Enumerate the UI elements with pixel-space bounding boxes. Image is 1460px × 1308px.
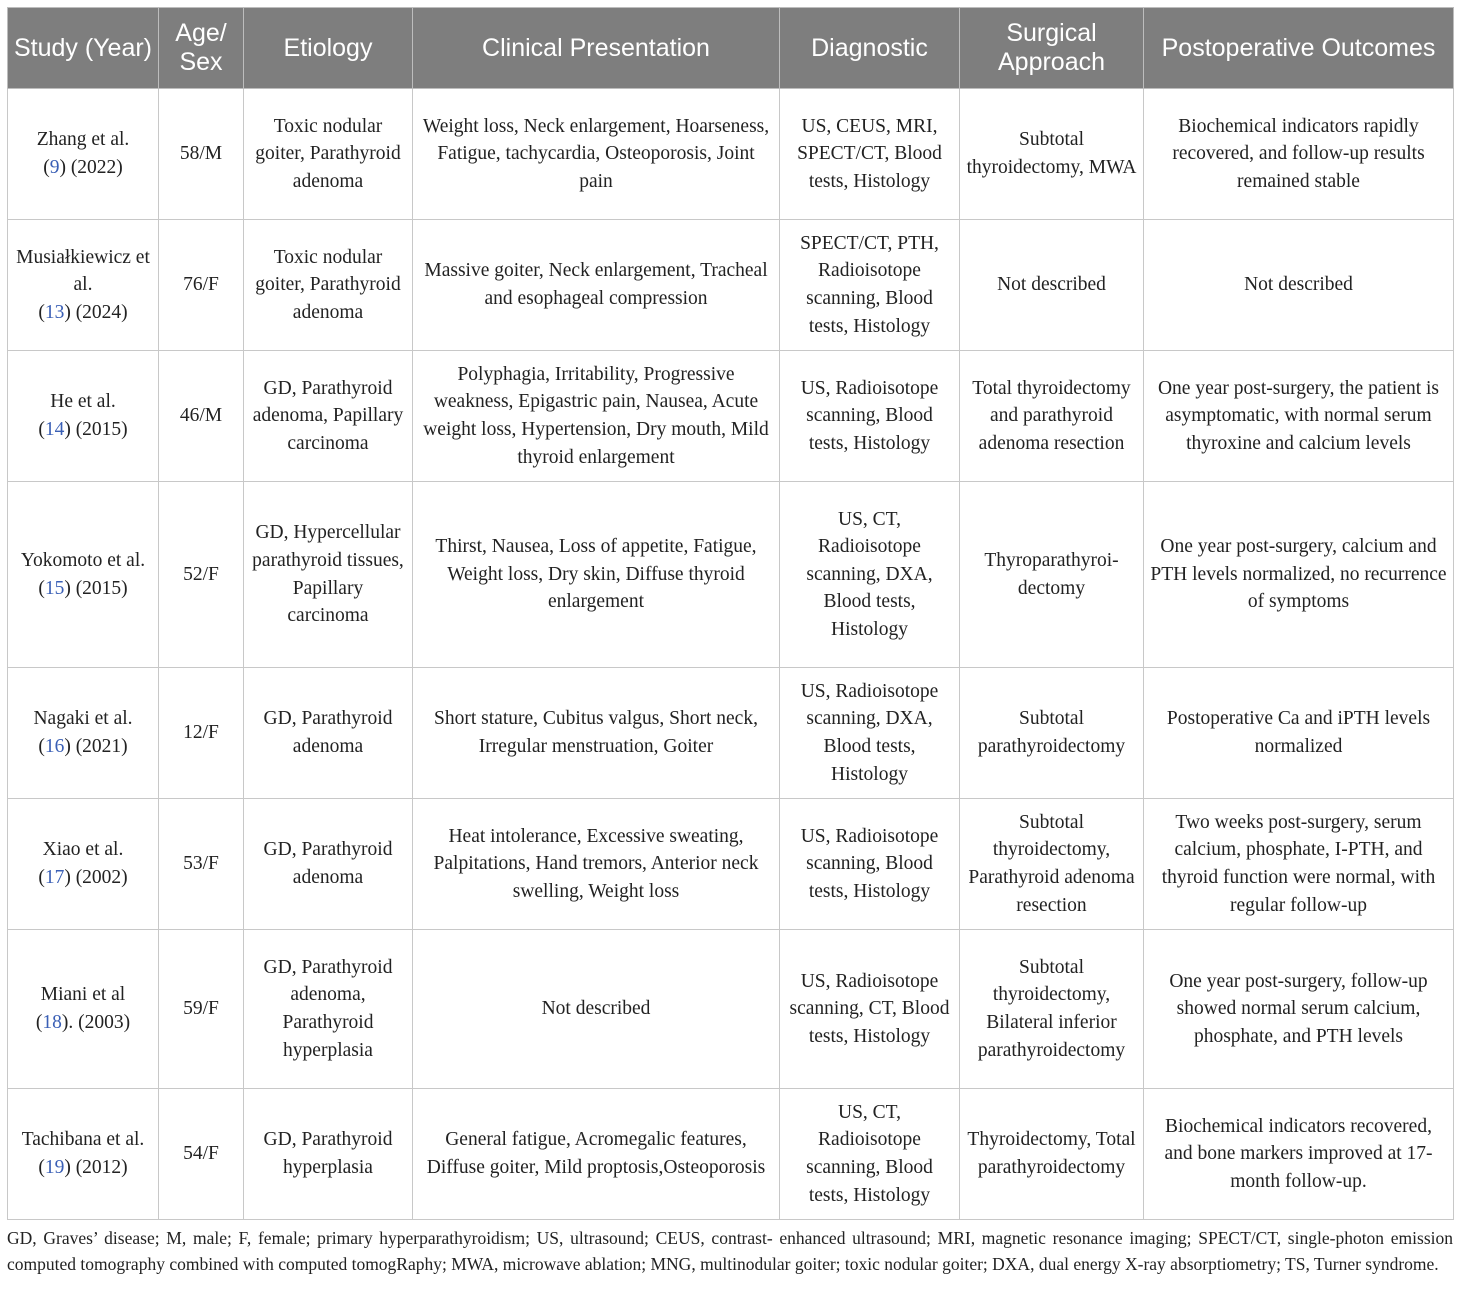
table-row	[8, 668, 1454, 799]
surgery-cell: Not described	[960, 220, 1144, 351]
etiology-cell: GD, Parathyroid adenoma	[244, 799, 413, 930]
surgery-cell: Thyroidectomy, Total parathyroidectomy	[960, 1089, 1144, 1220]
study-cell: Zhang et al. (9) (2022)	[8, 89, 159, 220]
outcome-cell: Biochemical indicators recovered, and bone markers improved at 17-month follow-up.	[1144, 1089, 1454, 1220]
age-sex-cell: 52/F	[159, 482, 244, 668]
age-sex-cell: 12/F	[159, 668, 244, 799]
table-row	[8, 930, 1454, 1089]
etiology-cell: GD, Hypercellular parathyroid tissues, Papillary carcinoma	[244, 482, 413, 668]
diagnostic-cell: US, CEUS, MRI, SPECT/CT, Blood tests, Histology	[780, 89, 960, 220]
diagnostic-cell: US, CT, Radioisotope scanning, Blood tests, Histology	[780, 1089, 960, 1220]
header-etiology: Etiology	[244, 8, 413, 89]
header-diagnostic: Diagnostic	[780, 8, 960, 89]
presentation-cell: General fatigue, Acromegalic features, Diffuse goiter, Mild proptosis,Osteoporosis	[413, 1089, 780, 1220]
presentation-cell: Heat intolerance, Excessive sweating, Palpitations, Hand tremors, Anterior neck swelling, Weight loss	[413, 799, 780, 930]
table-row	[8, 799, 1454, 930]
surgery-cell: Subtotal thyroidectomy, Parathyroid adenoma resection	[960, 799, 1144, 930]
table-row	[8, 1089, 1454, 1220]
table-row	[8, 482, 1454, 668]
outcome-cell: Postoperative Ca and iPTH levels normalized	[1144, 668, 1454, 799]
header-study: Study (Year)	[8, 8, 159, 89]
header-row	[8, 8, 1454, 89]
outcome-cell: Biochemical indicators rapidly recovered, and follow-up results remained stable	[1144, 89, 1454, 220]
table-footnote: GD, Graves’ disease; M, male; F, female; primary hyperparathyroidism; US, ultrasound; CEUS, contrast- enhanced ultrasound; MRI, magnetic resonance imaging; SPECT/CT, single-photon emission computed tomography combined with computed tomogRaphy; MWA, microwave ablation; MNG, multinodular goiter; toxic nodular goiter; DXA, dual energy X-ray absorptiometry; TS, Turner syndrome.	[7, 1228, 1453, 1274]
diagnostic-cell: US, Radioisotope scanning, DXA, Blood tests, Histology	[780, 668, 960, 799]
reference-link[interactable]: 16	[44, 736, 65, 757]
reference-link[interactable]: 13	[44, 301, 65, 323]
etiology-cell: GD, Parathyroid hyperplasia	[244, 1089, 413, 1220]
table-row	[8, 351, 1454, 482]
surgery-cell: Subtotal parathyroidectomy	[960, 668, 1144, 799]
age-sex-cell: 54/F	[159, 1089, 244, 1220]
etiology-cell: GD, Parathyroid adenoma	[244, 668, 413, 799]
etiology-cell: Toxic nodular goiter, Parathyroid adenoma	[244, 220, 413, 351]
study-cell: Xiao et al. (17) (2002)	[8, 799, 159, 930]
reference-link[interactable]: 19	[44, 1157, 65, 1178]
surgery-cell: Subtotal thyroidectomy, Bilateral inferior parathyroidectomy	[960, 930, 1144, 1089]
age-sex-cell: 59/F	[159, 930, 244, 1089]
reference-link[interactable]: 17	[44, 867, 65, 888]
diagnostic-cell: US, CT, Radioisotope scanning, DXA, Blood tests, Histology	[780, 482, 960, 668]
outcome-cell: Not described	[1144, 220, 1454, 351]
header-presentation: Clinical Presentation	[413, 8, 780, 89]
age-sex-cell: 53/F	[159, 799, 244, 930]
study-cell: Yokomoto et al. (15) (2015)	[8, 482, 159, 668]
header-surgery: Surgical Approach	[960, 8, 1144, 89]
presentation-cell: Thirst, Nausea, Loss of appetite, Fatigue, Weight loss, Dry skin, Diffuse thyroid enlargement	[413, 482, 780, 668]
diagnostic-cell: US, Radioisotope scanning, Blood tests, Histology	[780, 351, 960, 482]
outcome-cell: One year post-surgery, the patient is asymptomatic, with normal serum thyroxine and calcium levels	[1144, 351, 1454, 482]
diagnostic-cell: US, Radioisotope scanning, Blood tests, Histology	[780, 799, 960, 930]
outcome-cell: Two weeks post-surgery, serum calcium, phosphate, I-PTH, and thyroid function were normal, with regular follow-up	[1144, 799, 1454, 930]
case-table	[7, 7, 1454, 1220]
table-row	[8, 220, 1454, 351]
study-cell: Miani et al (18). (2003)	[8, 930, 159, 1089]
study-cell: He et al. (14) (2015)	[8, 351, 159, 482]
surgery-cell: Thyroparathyroi-dectomy	[960, 482, 1144, 668]
presentation-cell: Massive goiter, Neck enlargement, Tracheal and esophageal compression	[413, 220, 780, 351]
reference-link[interactable]: 9	[49, 157, 60, 178]
outcome-cell: One year post-surgery, calcium and PTH levels normalized, no recurrence of symptoms	[1144, 482, 1454, 668]
table-row	[8, 89, 1454, 220]
surgery-cell: Subtotal thyroidectomy, MWA	[960, 89, 1144, 220]
etiology-cell: GD, Parathyroid adenoma, Parathyroid hyperplasia	[244, 930, 413, 1089]
age-sex-cell: 58/M	[159, 89, 244, 220]
diagnostic-cell: US, Radioisotope scanning, CT, Blood tests, Histology	[780, 930, 960, 1089]
header-age-sex: Age/ Sex	[159, 8, 244, 89]
reference-link[interactable]: 18	[42, 1012, 62, 1033]
study-cell: Nagaki et al. (16) (2021)	[8, 668, 159, 799]
study-cell: Tachibana et al. (19) (2012)	[8, 1089, 159, 1220]
etiology-cell: GD, Parathyroid adenoma, Papillary carcinoma	[244, 351, 413, 482]
header-outcome: Postoperative Outcomes	[1144, 8, 1454, 89]
outcome-cell: One year post-surgery, follow-up showed normal serum calcium, phosphate, and PTH levels	[1144, 930, 1454, 1089]
surgery-cell: Total thyroidectomy and parathyroid adenoma resection	[960, 351, 1144, 482]
diagnostic-cell: SPECT/CT, PTH, Radioisotope scanning, Blood tests, Histology	[780, 220, 960, 351]
presentation-cell: Short stature, Cubitus valgus, Short neck, Irregular menstruation, Goiter	[413, 668, 780, 799]
reference-link[interactable]: 15	[44, 577, 65, 599]
presentation-cell: Weight loss, Neck enlargement, Hoarseness, Fatigue, tachycardia, Osteoporosis, Joint pain	[413, 89, 780, 220]
presentation-cell: Not described	[413, 930, 780, 1089]
reference-link[interactable]: 14	[44, 419, 65, 440]
study-cell: Musiałkiewicz et al. (13) (2024)	[8, 220, 159, 351]
etiology-cell: Toxic nodular goiter, Parathyroid adenoma	[244, 89, 413, 220]
presentation-cell: Polyphagia, Irritability, Progressive weakness, Epigastric pain, Nausea, Acute weight loss, Hypertension, Dry mouth, Mild thyroid enlargement	[413, 351, 780, 482]
age-sex-cell: 76/F	[159, 220, 244, 351]
age-sex-cell: 46/M	[159, 351, 244, 482]
